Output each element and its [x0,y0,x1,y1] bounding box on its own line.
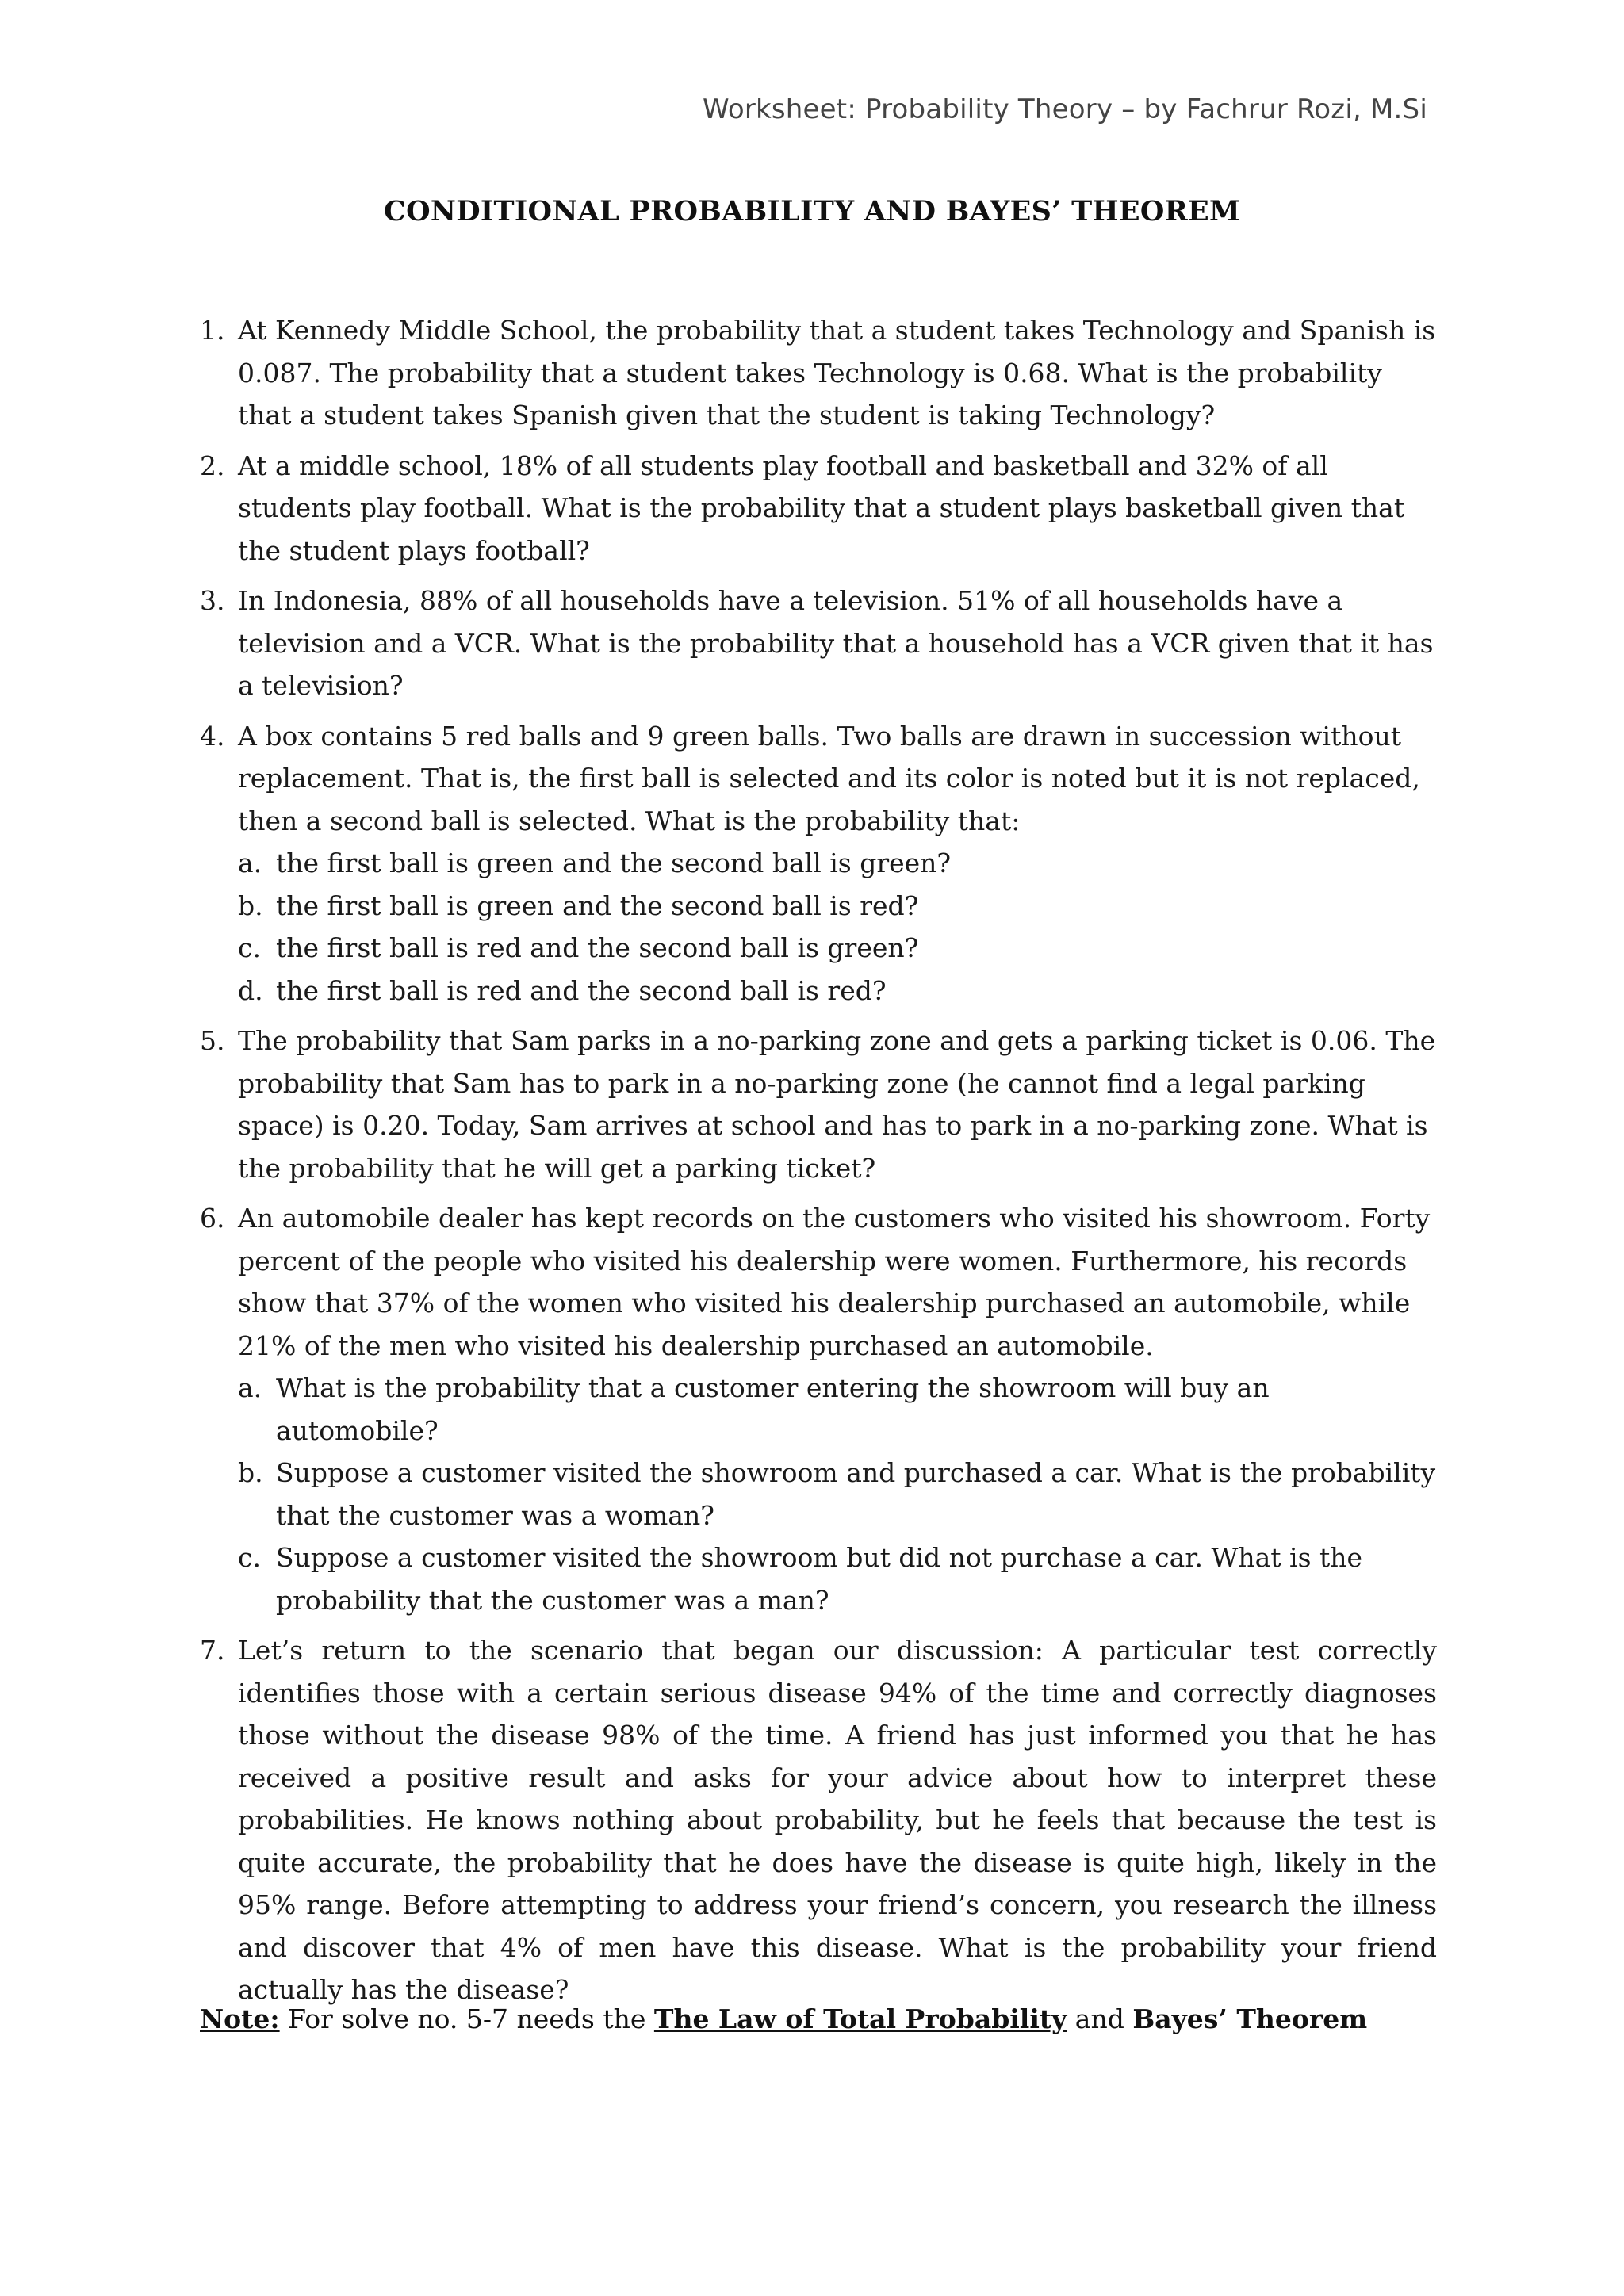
note-text: For solve no. 5-7 needs the [279,2003,654,2034]
question-number: 2. [200,450,225,481]
question-number: 3. [200,585,225,616]
question-number: 4. [200,720,225,752]
footnote [200,1998,1367,2041]
page-title: CONDITIONAL PROBABILITY AND BAYES’ THEOREM [383,195,1241,228]
question-5 [200,1020,1437,1189]
question-2 [200,445,1437,572]
sub-question-6b [238,1452,1437,1536]
sub-question-4b [238,885,1437,928]
sub-question-letter: d. [238,974,263,1006]
note-label: Note: [200,2003,280,2034]
page-header: Worksheet: Probability Theory – by Fachrur Rozi, M.Si [703,94,1427,125]
question-text: In Indonesia, 88% of all households have a television. 51% of all households have a television and a VCR. What is the probability that a household has a VCR given that it has a television? [238,585,1434,701]
question-number: 5. [200,1025,225,1056]
question-number: 6. [200,1203,225,1234]
sub-question-letter: a. [238,848,262,878]
sub-question-text: the first ball is red and the second ball is red? [276,974,887,1006]
question-4 [200,715,1437,1012]
sub-question-text: What is the probability that a customer entering the showroom will buy an automobile? [276,1372,1270,1446]
sub-question-text: Suppose a customer visited the showroom and purchased a car. What is the probability that the customer was a woman? [276,1457,1436,1531]
question-3 [200,580,1437,707]
note-law-of-total-probability: The Law of Total Probability [653,2003,1067,2034]
note-and: and [1067,2003,1133,2034]
question-list [200,309,1437,2011]
sub-question-text: the first ball is green and the second ball is green? [276,848,952,878]
question-text: The probability that Sam parks in a no-parking zone and gets a parking ticket is 0.06. The probability that Sam has to park in a no-parking zone (he cannot find a legal parking space) is 0.20. Today, Sam arrives at school and has to park in a no-parking zone. What is the probability that he will get a parking ticket? [238,1025,1436,1184]
question-text: At Kennedy Middle School, the probability that a student takes Technology and Spanish is 0.087. The probability that a student takes Technology is 0.68. What is the probability that a student takes Spanish given that the student is taking Technology? [238,315,1436,430]
question-number: 7. [200,1635,225,1666]
sub-question-letter: b. [238,1457,263,1488]
sub-question-letter: a. [238,1372,262,1403]
question-text: An automobile dealer has kept records on the customers who visited his showroom. Forty percent of the people who visited his dealership were women. Furthermore, his records show that 37% of the women who visited his dealership purchased an automobile, while 21% of the men who visited his dealership purchased an automobile. [238,1203,1431,1361]
question-text: Let’s return to the scenario that began our discussion: A particular test correctly identifies those with a certain serious disease 94% of the time and correctly diagnoses those without the disease 98% of the time. A friend has just informed you that he has received a positive result and asks for your advice about how to interpret these probabilities. He knows nothing about probability, but he feels that because the test is quite accurate, the probability that he does have the disease is quite high, likely in the 95% range. Before attempting to address your friend’s concern, you research the illness and discover that 4% of men have this disease. What is the probability your friend actually has the disease? [238,1635,1437,2005]
note-bayes-theorem: Bayes’ Theorem [1132,2003,1368,2034]
question-7 [200,1629,1437,2011]
question-number: 1. [200,315,225,346]
question-1 [200,309,1437,437]
sub-question-text: the first ball is green and the second ball is red? [276,890,919,921]
sub-question-4a [238,842,1437,885]
sub-question-letter: b. [238,890,263,921]
sub-question-6c [238,1536,1437,1621]
sub-question-text: the first ball is red and the second ball is green? [276,932,919,963]
sub-question-letter: c. [238,932,261,963]
sub-question-4c [238,927,1437,970]
question-6 [200,1197,1437,1621]
sub-question-6a [238,1367,1437,1452]
question-text: At a middle school, 18% of all students play football and basketball and 32% of all students play football. What is the probability that a student plays basketball given that the student plays football? [238,450,1405,566]
question-text: A box contains 5 red balls and 9 green balls. Two balls are drawn in succession without replacement. That is, the first ball is selected and its color is noted but it is not replaced, then a second ball is selected. What is the probability that: [238,720,1420,836]
sub-question-letter: c. [238,1542,261,1573]
sub-question-4d [238,970,1437,1012]
sub-question-text: Suppose a customer visited the showroom but did not purchase a car. What is the probability that the customer was a man? [276,1542,1363,1616]
